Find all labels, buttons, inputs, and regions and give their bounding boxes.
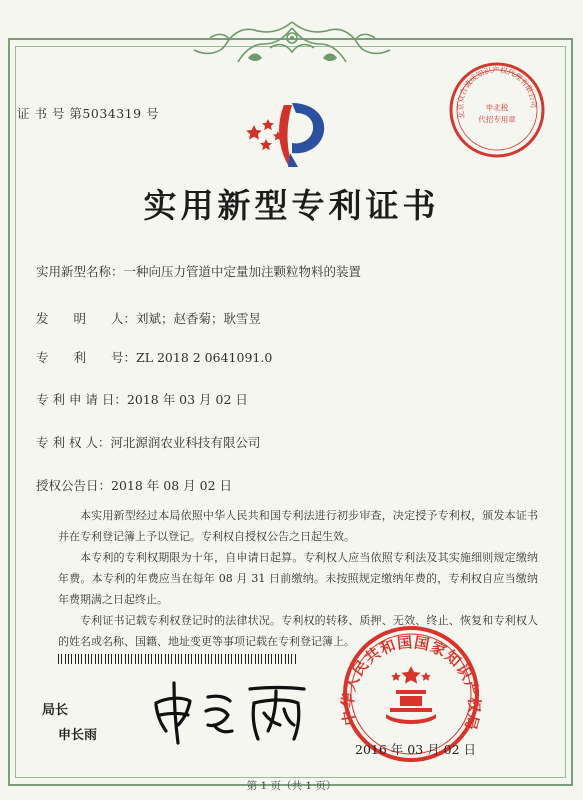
svg-text:代招专用章: 代招专用章 xyxy=(478,115,516,124)
filing-date-value: 2018 年 03 月 02 日 xyxy=(126,392,248,407)
barcode-bar xyxy=(291,654,292,664)
barcode-bar xyxy=(225,654,226,664)
barcode-bar xyxy=(215,654,216,664)
barcode-bar xyxy=(295,654,296,664)
inventor-value: 刘斌；赵香菊；耿雪昱 xyxy=(136,311,262,326)
barcode-bar xyxy=(148,654,149,664)
barcode-bar xyxy=(175,654,176,664)
utility-name-field xyxy=(36,262,361,280)
barcode-bar xyxy=(288,654,289,664)
barcode-bar xyxy=(245,654,246,664)
barcode-bar xyxy=(68,654,69,664)
barcode-bar xyxy=(155,654,156,664)
barcode-bar xyxy=(181,654,182,664)
barcode-bar xyxy=(275,654,276,664)
seal-date: 2016 年 03 月 02 日 xyxy=(355,742,476,757)
barcode-bar xyxy=(85,654,86,664)
barcode-bar xyxy=(111,654,112,664)
barcode-bar xyxy=(65,654,66,664)
barcode-bar xyxy=(285,654,286,664)
barcode-bar xyxy=(115,654,116,664)
barcode-bar xyxy=(228,654,229,664)
barcode-bar xyxy=(178,654,179,664)
svg-text:中华人民共和国国家知识产权局: 中华人民共和国国家知识产权局 xyxy=(338,633,484,733)
barcode-bar xyxy=(128,654,129,664)
barcode-bar xyxy=(145,654,146,664)
barcode-bar xyxy=(258,654,259,664)
barcode-bar xyxy=(185,654,186,664)
svg-text:申北税: 申北税 xyxy=(485,103,509,112)
patentee-label: 专 利 权 人： xyxy=(36,435,111,450)
barcode-bar xyxy=(281,654,282,664)
barcode-bar xyxy=(248,654,249,664)
barcode-bar xyxy=(191,654,192,664)
barcode-bar xyxy=(265,654,266,664)
barcode-bar xyxy=(255,654,256,664)
barcode-bar xyxy=(238,654,239,664)
barcode-bar xyxy=(81,654,82,664)
signatory-title: 局长 xyxy=(42,703,69,718)
barcode-bar xyxy=(268,654,269,664)
barcode-bar xyxy=(205,654,206,664)
page-footer: 第 1 页（共 1 页） xyxy=(246,780,337,792)
body-paragraph: 本专利的专利权期限为十年，自申请日起算。专利权人应当依照专利法及其实施细则规定缴纳年费。本专利的年费应当在每年 08 月 31 日前缴纳。未按照规定缴纳年费的，专利权自应当缴纳年费期满之日起终止。 xyxy=(58,551,538,606)
patent-number-field xyxy=(36,348,272,366)
signatory-name: 申长雨 xyxy=(58,728,98,743)
barcode-bar xyxy=(95,654,96,664)
barcode-bar xyxy=(58,654,59,664)
filing-date-label: 专 利 申 请 日： xyxy=(36,392,127,407)
inventor-label: 发 明 人： xyxy=(36,311,137,326)
handwritten-signature xyxy=(148,675,338,745)
inventor-field xyxy=(36,309,261,327)
patent-number-value: ZL 2018 2 0641091.0 xyxy=(136,350,273,365)
barcode-bar xyxy=(251,654,252,664)
barcode-bar xyxy=(75,654,76,664)
barcode-bar xyxy=(271,654,272,664)
barcode-bar xyxy=(138,654,139,664)
grant-date-label: 授权公告日： xyxy=(36,478,112,493)
utility-name-value: 一种向压力管道中定量加注颗粒物料的装置 xyxy=(123,264,362,279)
barcode-bar xyxy=(105,654,106,664)
barcode-bar xyxy=(188,654,189,664)
barcode-bar xyxy=(165,654,166,664)
barcode-bar xyxy=(208,654,209,664)
barcode-bar xyxy=(201,654,202,664)
barcode-bar xyxy=(211,654,212,664)
barcode-bar xyxy=(278,654,279,664)
barcode-bar xyxy=(78,654,79,664)
barcode-bar xyxy=(235,654,236,664)
barcode-bar xyxy=(71,654,72,664)
barcode-bar xyxy=(171,654,172,664)
patent-number-label: 专 利 号： xyxy=(36,350,137,365)
body-paragraph: 本实用新型经过本局依照中华人民共和国专利法进行初步审查，决定授予专利权，颁发本证书并在专利登记簿上予以登记。专利权自授权公告之日起生效。 xyxy=(58,509,538,543)
filing-date-field xyxy=(36,390,248,408)
barcode-bar xyxy=(241,654,242,664)
grant-date-field xyxy=(36,476,232,494)
barcode-bar xyxy=(161,654,162,664)
barcode-bar xyxy=(121,654,122,664)
barcode-bar xyxy=(98,654,99,664)
barcode-bar xyxy=(91,654,92,664)
barcode-bar xyxy=(261,654,262,664)
barcode-bar xyxy=(135,654,136,664)
body-paragraph: 专利证书记载专利权登记时的法律状况。专利权的转移、质押、无效、终止、恢复和专利权人的姓名或名称、国籍、地址变更等事项记载在专利登记簿上。 xyxy=(58,614,538,648)
barcode-bar xyxy=(195,654,196,664)
barcode-bar xyxy=(141,654,142,664)
barcode-bar xyxy=(125,654,126,664)
barcode-bar xyxy=(108,654,109,664)
barcode-bar xyxy=(158,654,159,664)
barcode-bar xyxy=(61,654,62,664)
cnipa-logo-icon xyxy=(240,95,330,173)
barcode-bar xyxy=(168,654,169,664)
agent-seal-icon xyxy=(445,58,550,163)
utility-name-label: 实用新型名称： xyxy=(36,264,124,279)
svg-text:北京众合诚成知识产权代理有限公司: 北京众合诚成知识产权代理有限公司 xyxy=(455,65,539,120)
barcode-bar xyxy=(118,654,119,664)
grant-date-value: 2018 年 08 月 02 日 xyxy=(111,478,233,493)
barcode-bar xyxy=(88,654,89,664)
barcode-bar xyxy=(218,654,219,664)
certificate-title: 实用新型专利证书 xyxy=(143,186,440,225)
barcode-bar xyxy=(151,654,152,664)
barcode-icon xyxy=(58,654,298,664)
barcode-bar xyxy=(231,654,232,664)
barcode-bar xyxy=(198,654,199,664)
barcode-bar xyxy=(131,654,132,664)
barcode-bar xyxy=(221,654,222,664)
patentee-value: 河北源润农业科技有限公司 xyxy=(110,435,261,450)
frame-ornament-icon xyxy=(180,18,405,68)
patentee-field xyxy=(36,433,260,451)
certificate-number: 证 书 号 第5034319 号 xyxy=(17,106,160,121)
barcode-bar xyxy=(101,654,102,664)
